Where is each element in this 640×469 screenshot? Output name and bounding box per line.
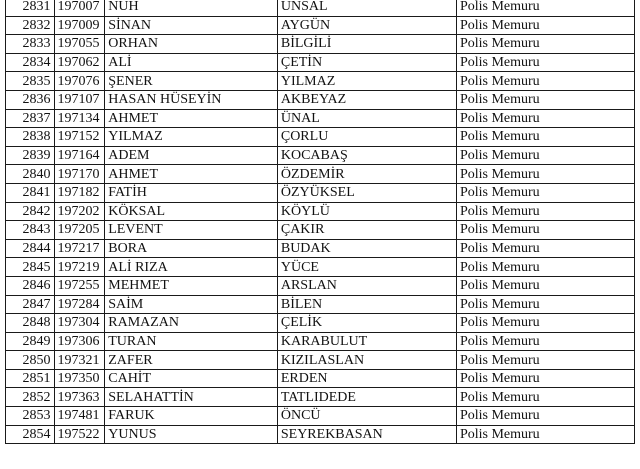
position-cell: Polis Memuru — [456, 183, 634, 202]
personnel-table-body — [6, 0, 635, 444]
last-name-cell: YILMAZ — [277, 72, 456, 91]
table-row — [6, 53, 635, 72]
first-name-cell: AHMET — [105, 109, 278, 128]
last-name-cell: ERDEN — [277, 369, 456, 388]
row-number-cell: 2836 — [6, 90, 55, 109]
row-number-cell: 2854 — [6, 425, 55, 444]
last-name-cell: AYGÜN — [277, 16, 456, 35]
last-name-cell: BUDAK — [277, 239, 456, 258]
position-cell: Polis Memuru — [456, 239, 634, 258]
last-name-cell: ÇAKIR — [277, 221, 456, 240]
position-cell: Polis Memuru — [456, 388, 634, 407]
position-cell: Polis Memuru — [456, 369, 634, 388]
table-row — [6, 388, 635, 407]
position-cell: Polis Memuru — [456, 53, 634, 72]
registry-number-cell: 197007 — [54, 0, 105, 16]
position-cell: Polis Memuru — [456, 425, 634, 444]
last-name-cell: BİLGİLİ — [277, 35, 456, 54]
registry-number-cell: 197202 — [54, 202, 105, 221]
first-name-cell: ŞENER — [105, 72, 278, 91]
first-name-cell: YUNUS — [105, 425, 278, 444]
first-name-cell: FATİH — [105, 183, 278, 202]
registry-number-cell: 197219 — [54, 258, 105, 277]
table-row — [6, 202, 635, 221]
registry-number-cell: 197205 — [54, 221, 105, 240]
row-number-cell: 2834 — [6, 53, 55, 72]
registry-number-cell: 197217 — [54, 239, 105, 258]
row-number-cell: 2838 — [6, 128, 55, 147]
table-row — [6, 90, 635, 109]
row-number-cell: 2833 — [6, 35, 55, 54]
position-cell: Polis Memuru — [456, 258, 634, 277]
first-name-cell: RAMAZAN — [105, 314, 278, 333]
first-name-cell: ALİ RIZA — [105, 258, 278, 277]
table-row — [6, 183, 635, 202]
first-name-cell: NUH — [105, 0, 278, 16]
registry-number-cell: 197170 — [54, 165, 105, 184]
row-number-cell: 2845 — [6, 258, 55, 277]
first-name-cell: SAİM — [105, 295, 278, 314]
position-cell: Polis Memuru — [456, 0, 634, 16]
table-row — [6, 0, 635, 16]
registry-number-cell: 197152 — [54, 128, 105, 147]
position-cell: Polis Memuru — [456, 128, 634, 147]
position-cell: Polis Memuru — [456, 109, 634, 128]
row-number-cell: 2849 — [6, 332, 55, 351]
first-name-cell: ORHAN — [105, 35, 278, 54]
first-name-cell: BORA — [105, 239, 278, 258]
table-row — [6, 295, 635, 314]
table-row — [6, 314, 635, 333]
registry-number-cell: 197363 — [54, 388, 105, 407]
first-name-cell: AHMET — [105, 165, 278, 184]
registry-number-cell: 197076 — [54, 72, 105, 91]
position-cell: Polis Memuru — [456, 351, 634, 370]
table-row — [6, 351, 635, 370]
position-cell: Polis Memuru — [456, 146, 634, 165]
row-number-cell: 2846 — [6, 276, 55, 295]
first-name-cell: CAHİT — [105, 369, 278, 388]
position-cell: Polis Memuru — [456, 295, 634, 314]
first-name-cell: SİNAN — [105, 16, 278, 35]
table-row — [6, 258, 635, 277]
row-number-cell: 2839 — [6, 146, 55, 165]
position-cell: Polis Memuru — [456, 35, 634, 54]
table-row — [6, 35, 635, 54]
row-number-cell: 2832 — [6, 16, 55, 35]
last-name-cell: ÖZYÜKSEL — [277, 183, 456, 202]
registry-number-cell: 197255 — [54, 276, 105, 295]
registry-number-cell: 197164 — [54, 146, 105, 165]
table-row — [6, 72, 635, 91]
row-number-cell: 2851 — [6, 369, 55, 388]
row-number-cell: 2841 — [6, 183, 55, 202]
table-row — [6, 239, 635, 258]
last-name-cell: TATLIDEDE — [277, 388, 456, 407]
row-number-cell: 2831 — [6, 0, 55, 16]
first-name-cell: TURAN — [105, 332, 278, 351]
row-number-cell: 2842 — [6, 202, 55, 221]
first-name-cell: HASAN HÜSEYİN — [105, 90, 278, 109]
position-cell: Polis Memuru — [456, 221, 634, 240]
first-name-cell: ALİ — [105, 53, 278, 72]
first-name-cell: SELAHATTİN — [105, 388, 278, 407]
table-row — [6, 165, 635, 184]
table-row — [6, 221, 635, 240]
last-name-cell: ÖNCÜ — [277, 407, 456, 426]
table-row — [6, 16, 635, 35]
table-row — [6, 369, 635, 388]
last-name-cell: KIZILASLAN — [277, 351, 456, 370]
position-cell: Polis Memuru — [456, 90, 634, 109]
table-row — [6, 332, 635, 351]
personnel-table — [5, 0, 635, 444]
registry-number-cell: 197055 — [54, 35, 105, 54]
last-name-cell: ÖZDEMİR — [277, 165, 456, 184]
last-name-cell: ÇORLU — [277, 128, 456, 147]
last-name-cell: SEYREKBASAN — [277, 425, 456, 444]
row-number-cell: 2844 — [6, 239, 55, 258]
registry-number-cell: 197350 — [54, 369, 105, 388]
last-name-cell: ÜNSAL — [277, 0, 456, 16]
last-name-cell: ÜNAL — [277, 109, 456, 128]
row-number-cell: 2843 — [6, 221, 55, 240]
row-number-cell: 2852 — [6, 388, 55, 407]
first-name-cell: ZAFER — [105, 351, 278, 370]
row-number-cell: 2835 — [6, 72, 55, 91]
registry-number-cell: 197304 — [54, 314, 105, 333]
registry-number-cell: 197134 — [54, 109, 105, 128]
registry-number-cell: 197481 — [54, 407, 105, 426]
registry-number-cell: 197306 — [54, 332, 105, 351]
position-cell: Polis Memuru — [456, 165, 634, 184]
registry-number-cell: 197284 — [54, 295, 105, 314]
first-name-cell: YILMAZ — [105, 128, 278, 147]
table-row — [6, 425, 635, 444]
position-cell: Polis Memuru — [456, 332, 634, 351]
registry-number-cell: 197062 — [54, 53, 105, 72]
last-name-cell: KÖYLÜ — [277, 202, 456, 221]
last-name-cell: AKBEYAZ — [277, 90, 456, 109]
last-name-cell: ÇETİN — [277, 53, 456, 72]
last-name-cell: BİLEN — [277, 295, 456, 314]
registry-number-cell: 197522 — [54, 425, 105, 444]
row-number-cell: 2847 — [6, 295, 55, 314]
last-name-cell: ARSLAN — [277, 276, 456, 295]
table-row — [6, 276, 635, 295]
registry-number-cell: 197182 — [54, 183, 105, 202]
table-row — [6, 128, 635, 147]
position-cell: Polis Memuru — [456, 202, 634, 221]
last-name-cell: KARABULUT — [277, 332, 456, 351]
row-number-cell: 2853 — [6, 407, 55, 426]
position-cell: Polis Memuru — [456, 407, 634, 426]
position-cell: Polis Memuru — [456, 276, 634, 295]
row-number-cell: 2850 — [6, 351, 55, 370]
position-cell: Polis Memuru — [456, 314, 634, 333]
last-name-cell: KOCABAŞ — [277, 146, 456, 165]
last-name-cell: ÇELİK — [277, 314, 456, 333]
table-row — [6, 407, 635, 426]
row-number-cell: 2840 — [6, 165, 55, 184]
first-name-cell: MEHMET — [105, 276, 278, 295]
first-name-cell: ADEM — [105, 146, 278, 165]
table-row — [6, 109, 635, 128]
position-cell: Polis Memuru — [456, 16, 634, 35]
position-cell: Polis Memuru — [456, 72, 634, 91]
row-number-cell: 2848 — [6, 314, 55, 333]
registry-number-cell: 197009 — [54, 16, 105, 35]
registry-number-cell: 197321 — [54, 351, 105, 370]
first-name-cell: FARUK — [105, 407, 278, 426]
row-number-cell: 2837 — [6, 109, 55, 128]
registry-number-cell: 197107 — [54, 90, 105, 109]
first-name-cell: KÖKSAL — [105, 202, 278, 221]
last-name-cell: YÜCE — [277, 258, 456, 277]
table-row — [6, 146, 635, 165]
first-name-cell: LEVENT — [105, 221, 278, 240]
